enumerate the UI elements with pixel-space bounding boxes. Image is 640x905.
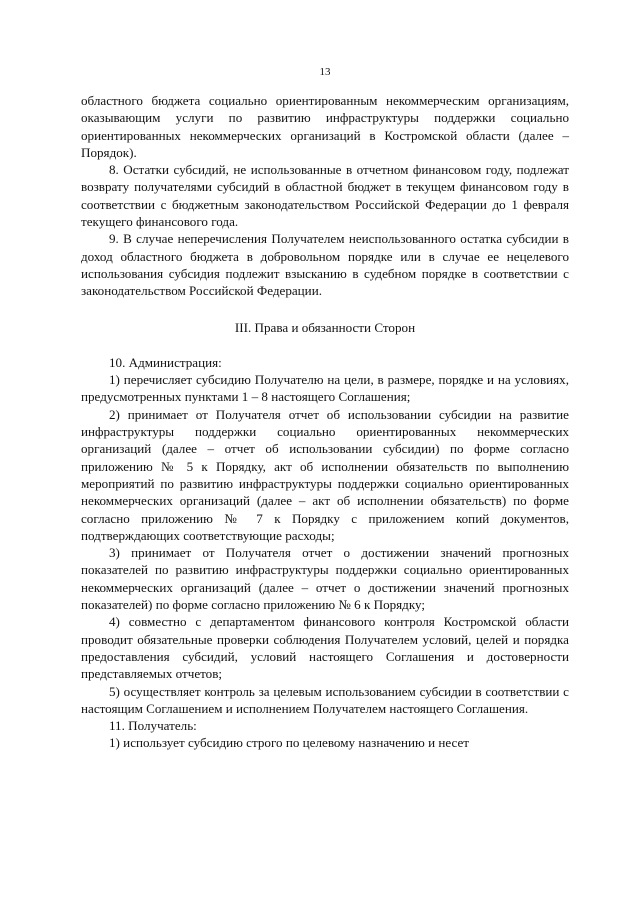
paragraph-11: 11. Получатель: xyxy=(109,718,197,734)
paragraph-10-2: 2) принимает от Получателя отчет об использовании субсидии на развитие инфраструктуры поддержки социально ориентированных некоммерческих организаций (далее – отчет об использовании субсидии) по форме согласно приложению № 5 к Порядку, акт об исполнении обязательств по выполнению мероприятий по развитию инфраструктуры поддержки социально ориентированных некоммерческих организаций (далее – акт об исполнении обязательств) по форме согласно приложению № 7 к Порядку с приложением копий документов, подтверждающих соответствующие расходы; xyxy=(81,406,569,543)
section-heading: III. Права и обязанности Сторон xyxy=(234,319,416,335)
paragraph-10-4: 4) совместно с департаментом финансового контроля Костромской области проводит обязательные проверки соблюдения Получателем условий, целей и порядка предоставления субсидий, условий настоящего Соглашения и достоверности представляемых отчетов; xyxy=(81,614,569,682)
paragraph-8: 8. Остатки субсидий, не использованные в отчетном финансовом году, подлежат возврату получателями субсидий в областной бюджет в текущем финансовом году в соответствии с бюджетным законодательством Российской Федерации до 1 февраля текущего финансового года. xyxy=(81,162,569,230)
paragraph-11-1: 1) использует субсидию строго по целевому назначению и несет xyxy=(109,735,470,751)
paragraphs-after xyxy=(81,354,569,752)
page-number: 13 xyxy=(319,66,331,78)
paragraph-porjadok: областного бюджета социально ориентированным некоммерческим организациям, оказывающим услуги по развитию инфраструктуры поддержки социально ориентированных некоммерческих организаций в Костромской области (далее – Порядок). xyxy=(81,93,569,160)
paragraph-10-3: 3) принимает от Получателя отчет о достижении значений прогнозных показателей по развитию инфраструктуры поддержки социально ориентированных некоммерческих организаций (далее – отчет о достижении значений прогнозных показателей) по форме согласно приложению № 6 к Порядку; xyxy=(81,545,569,613)
paragraph-9: 9. В случае неперечисления Получателем неиспользованного остатка субсидии в доход областного бюджета в добровольном порядке или в случае ее нецелевого использования субсидия подлежит взысканию в судебном порядке в соответствии с законодательством Российской Федерации. xyxy=(81,231,569,299)
paragraph-10-5: 5) осуществляет контроль за целевым использованием субсидии в соответствии с настоящим Соглашением и исполнением Получателем настоящего Соглашения. xyxy=(81,683,569,716)
paragraphs-before xyxy=(81,92,569,300)
paragraph-10-1: 1) перечисляет субсидию Получателю на цели, в размере, порядке и на условиях, предусмотренных пунктами 1 – 8 настоящего Соглашения; xyxy=(81,372,569,405)
document-page xyxy=(81,66,569,752)
paragraph-10: 10. Администрация: xyxy=(109,354,222,370)
